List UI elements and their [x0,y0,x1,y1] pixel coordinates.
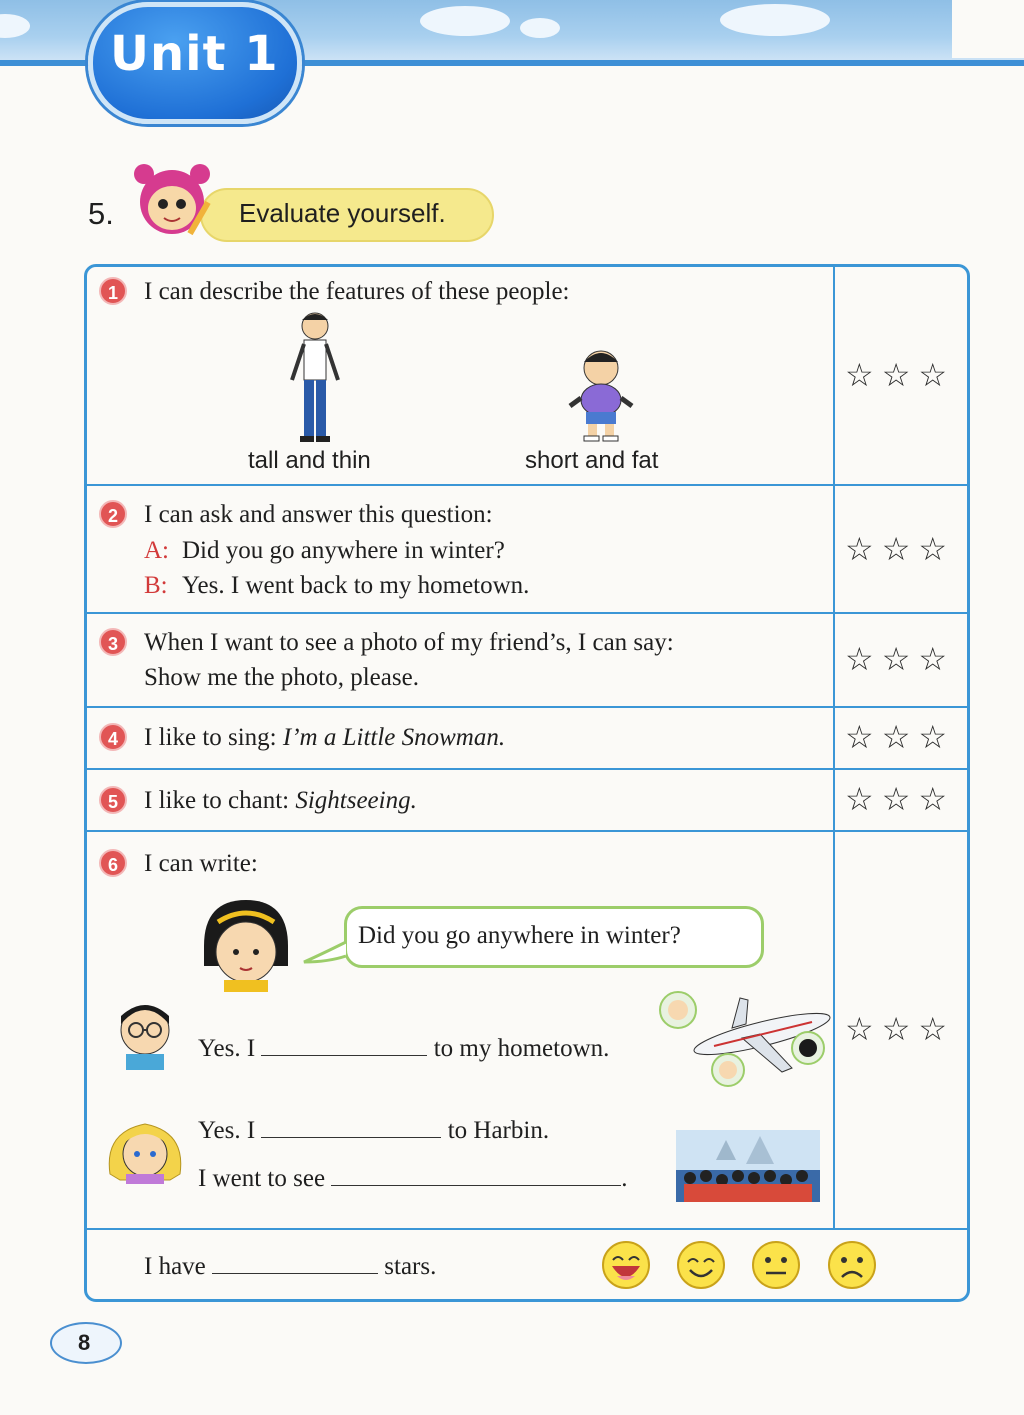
blank-field[interactable] [261,1116,441,1138]
star-rating[interactable]: ☆☆☆ [845,1010,956,1048]
cloud-icon [420,6,510,36]
page-number: 8 [78,1330,91,1355]
evaluation-table [84,264,970,1302]
blonde-girl-icon [100,1118,190,1184]
mascot-icon [122,160,222,246]
item-number: 6 [99,849,127,877]
item-number: 1 [99,277,127,305]
cloud-icon [720,4,830,36]
smiling-face-icon[interactable] [676,1240,726,1290]
answer-three: I went to see . [198,1165,628,1192]
item-number: 4 [99,723,127,751]
item-number: 3 [99,628,127,656]
caption-tall-thin: tall and thin [248,447,371,474]
star-rating[interactable]: ☆☆☆ [845,356,956,394]
star-rating[interactable]: ☆☆☆ [845,640,956,678]
girl-face-icon [198,896,294,992]
speaker-b-label: B: [144,572,168,599]
item-prefix: I like to sing: [144,724,283,751]
boy-glasses-icon [112,1000,178,1070]
answer-two: Yes. I to Harbin. [198,1117,550,1144]
star-rating[interactable]: ☆☆☆ [845,530,956,568]
chant-title: Sightseeing. [295,787,417,814]
item-text-line2: Show me the photo, please. [144,664,419,691]
item-number: 2 [99,500,127,528]
tall-thin-boy-icon [288,310,342,444]
speech-text: Did you go anywhere in winter? [358,922,681,949]
star-rating[interactable]: ☆☆☆ [845,718,956,756]
blank-field[interactable] [261,1034,427,1056]
section-number: 5. [88,196,114,231]
speaker-a-text: Did you go anywhere in winter? [182,537,505,564]
crowd-icon [676,1130,820,1202]
star-rating[interactable]: ☆☆☆ [845,780,956,818]
item-text: I can describe the features of these people: [144,278,570,305]
blank-field[interactable] [331,1164,621,1186]
item-number: 5 [99,786,127,814]
column-divider [833,266,835,1230]
speaker-a-label: A: [144,537,169,564]
item-prefix: I like to chant: [144,787,296,814]
sad-face-icon[interactable] [827,1240,877,1290]
item-text: When I want to see a photo of my friend’s, I can say: [144,629,674,656]
answer-one: Yes. I to my hometown. [198,1035,610,1062]
speaker-b-text: Yes. I went back to my hometown. [182,572,530,599]
item-text: I can ask and answer this question: [144,501,493,528]
item-text [144,787,417,815]
song-title: I’m a Little Snowman. [282,724,506,751]
neutral-face-icon[interactable] [751,1240,801,1290]
cloud-icon [0,14,30,38]
item-text: I can write: [144,850,258,877]
stars-count-field[interactable] [212,1252,378,1274]
short-fat-boy-icon [566,348,636,442]
caption-short-fat: short and fat [525,447,659,474]
item-text [144,724,505,752]
airplane-icon [652,988,832,1088]
speech-tail-icon [302,940,348,966]
cloud-icon [520,18,560,38]
footer-text: I have stars. [144,1253,437,1280]
laughing-face-icon[interactable] [601,1240,651,1290]
section-title: Evaluate yourself. [239,198,446,228]
unit-title: Unit 1 [110,26,279,82]
